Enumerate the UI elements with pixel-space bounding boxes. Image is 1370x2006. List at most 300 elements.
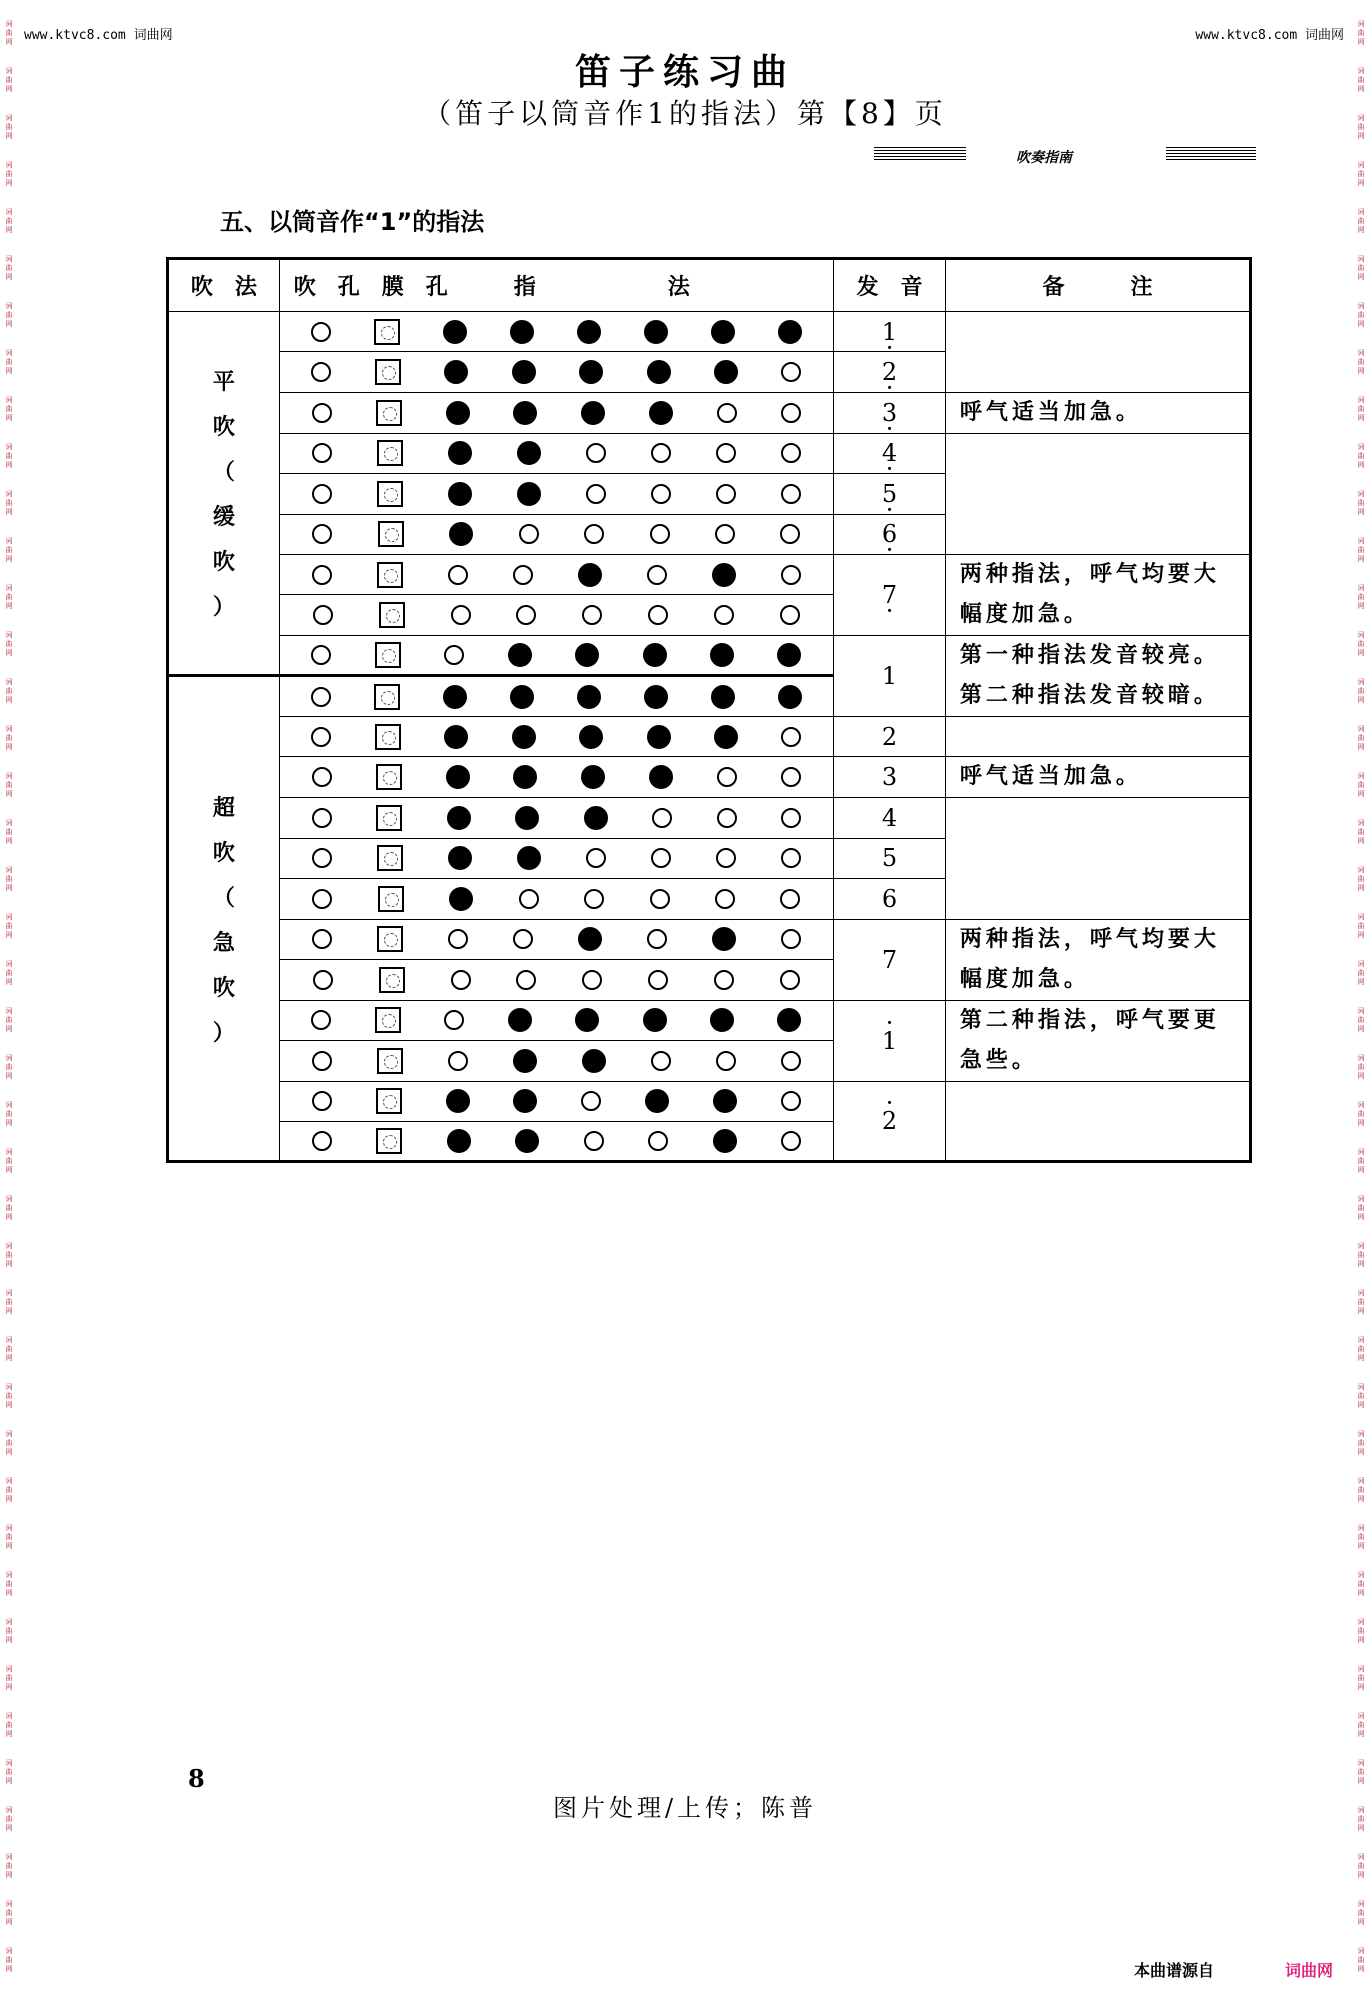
side-watermark-text: 词 曲 网 <box>1357 537 1365 563</box>
side-watermark-text: 词 曲 网 <box>5 255 13 281</box>
open-hole-icon <box>448 929 468 949</box>
closed-hole-icon <box>508 643 532 667</box>
membrane-hole-icon <box>375 359 401 385</box>
pitch-cell <box>834 838 946 878</box>
closed-hole-icon <box>447 1129 471 1153</box>
open-hole-icon <box>448 1051 468 1071</box>
pitch-number: 7 <box>881 945 898 974</box>
open-hole-icon <box>780 970 800 990</box>
side-watermark-text: 词 曲 网 <box>1357 20 1365 46</box>
blow-hole-icon <box>312 484 332 504</box>
open-hole-icon <box>717 808 737 828</box>
open-hole-icon <box>648 1131 668 1151</box>
pitch-number: 2 <box>881 722 898 751</box>
open-hole-icon <box>781 808 801 828</box>
closed-hole-icon <box>449 887 473 911</box>
side-watermark-text: 词 曲 网 <box>1357 1665 1365 1691</box>
closed-hole-icon <box>448 441 472 465</box>
open-hole-icon <box>714 970 734 990</box>
table-row <box>168 798 1251 838</box>
fingering-cell <box>279 676 834 717</box>
closed-hole-icon <box>578 927 602 951</box>
side-watermark-text: 词 曲 网 <box>1357 1289 1365 1315</box>
side-watermark-text: 词 曲 网 <box>5 20 13 46</box>
closed-hole-icon <box>446 765 470 789</box>
side-watermark-text: 词 曲 网 <box>5 396 13 422</box>
pitch-number: 5 <box>881 844 898 873</box>
side-watermark-text: 词 曲 网 <box>1357 1806 1365 1832</box>
closed-hole-icon <box>778 685 802 709</box>
open-hole-icon <box>652 808 672 828</box>
open-hole-icon <box>781 727 801 747</box>
method-char: （ <box>212 460 235 486</box>
side-watermark-text: 词 曲 网 <box>1357 1336 1365 1362</box>
side-watermark-text: 词 曲 网 <box>5 1195 13 1221</box>
side-watermark-text: 词 曲 网 <box>1357 1477 1365 1503</box>
fingering-cell <box>279 1081 834 1121</box>
open-hole-icon <box>519 889 539 909</box>
closed-hole-icon <box>575 643 599 667</box>
method-char: 吹 <box>212 550 235 576</box>
side-watermark-text: 词 曲 网 <box>5 161 13 187</box>
closed-hole-icon <box>510 685 534 709</box>
note-cell <box>945 433 1250 554</box>
closed-hole-icon <box>447 806 471 830</box>
table-row <box>168 312 1251 352</box>
side-watermark-text: 词 曲 网 <box>5 114 13 140</box>
closed-hole-icon <box>449 522 473 546</box>
closed-hole-icon <box>515 1129 539 1153</box>
note-text: 第二种指法，呼气要更 <box>959 1007 1220 1033</box>
pitch-cell <box>834 312 946 352</box>
blow-hole-icon <box>312 1131 332 1151</box>
open-hole-icon <box>651 1051 671 1071</box>
pitch-number: · 2 <box>882 1107 897 1135</box>
method-char: 超 <box>212 795 235 821</box>
method-char: ） <box>212 595 235 621</box>
membrane-hole-icon <box>377 481 403 507</box>
side-watermark-text: 词 曲 网 <box>5 1007 13 1033</box>
closed-hole-icon <box>579 360 603 384</box>
note-text: 急些。 <box>959 1047 1038 1073</box>
pitch-number: 3 <box>881 763 898 792</box>
pitch-number: 3 · <box>882 399 897 427</box>
open-hole-icon <box>714 605 734 625</box>
fingering-cell <box>279 474 834 514</box>
pitch-cell <box>834 757 946 798</box>
closed-hole-icon <box>517 441 541 465</box>
open-hole-icon <box>651 484 671 504</box>
method-char: ） <box>212 1020 235 1046</box>
membrane-hole-icon <box>375 724 401 750</box>
open-hole-icon <box>650 524 670 544</box>
fingering-cell <box>279 635 834 675</box>
pitch-number: 6 · <box>882 520 897 548</box>
membrane-hole-icon <box>376 764 402 790</box>
closed-hole-icon <box>508 1008 532 1032</box>
side-watermark-text: 词 曲 网 <box>1357 208 1365 234</box>
side-watermark-text: 词 曲 网 <box>1357 1853 1365 1879</box>
closed-hole-icon <box>713 1129 737 1153</box>
pitch-number: 1 · <box>882 318 897 346</box>
membrane-hole-icon <box>377 1048 403 1074</box>
closed-hole-icon <box>444 360 468 384</box>
open-hole-icon <box>647 929 667 949</box>
open-hole-icon <box>781 1051 801 1071</box>
pitch-number: 6 <box>881 884 898 913</box>
note-text: 幅度加急。 <box>959 966 1090 992</box>
open-hole-icon <box>584 1131 604 1151</box>
pitch-cell <box>834 474 946 514</box>
note-cell <box>945 1081 1250 1162</box>
side-watermark-text: 词 曲 网 <box>1357 1571 1365 1597</box>
open-hole-icon <box>780 605 800 625</box>
membrane-hole-icon <box>379 602 405 628</box>
method-char: （ <box>212 885 235 911</box>
blow-hole-icon <box>311 727 331 747</box>
side-watermark-text: 词 曲 网 <box>1357 960 1365 986</box>
open-hole-icon <box>444 645 464 665</box>
membrane-hole-icon <box>377 440 403 466</box>
note-text: 第二种指法发音较暗。 <box>959 682 1220 708</box>
open-hole-icon <box>513 929 533 949</box>
side-watermark-text: 词 曲 网 <box>5 1242 13 1268</box>
fingering-cell <box>279 595 834 636</box>
book-section-label: 吹奏指南 <box>1016 150 1072 166</box>
closed-hole-icon <box>581 765 605 789</box>
fingering-cell <box>279 514 834 554</box>
side-watermark-text: 词 曲 网 <box>1357 1383 1365 1409</box>
blow-hole-icon <box>311 1010 331 1030</box>
open-hole-icon <box>650 889 670 909</box>
pitch-number: 7 · <box>882 581 897 609</box>
note-text: 两种指法，呼气均要大 <box>959 561 1220 587</box>
side-watermark-text: 词 曲 网 <box>5 1665 13 1691</box>
side-watermark-text: 词 曲 网 <box>5 1900 13 1926</box>
pitch-number: 4 · <box>882 439 897 467</box>
pitch-cell <box>834 433 946 473</box>
blow-hole-icon <box>312 524 332 544</box>
side-watermark-text: 词 曲 网 <box>1357 725 1365 751</box>
blow-hole-icon <box>312 929 332 949</box>
open-hole-icon <box>716 1051 736 1071</box>
table-header-row <box>168 259 1251 312</box>
open-hole-icon <box>516 605 536 625</box>
fingering-cell <box>279 960 834 1001</box>
open-hole-icon <box>648 970 668 990</box>
side-watermark-text: 词 曲 网 <box>5 631 13 657</box>
blow-hole-icon <box>312 403 332 423</box>
open-hole-icon <box>444 1010 464 1030</box>
closed-hole-icon <box>448 482 472 506</box>
side-watermark-text: 词 曲 网 <box>5 349 13 375</box>
blow-hole-icon <box>312 1051 332 1071</box>
note-cell <box>945 554 1250 635</box>
membrane-hole-icon <box>377 926 403 952</box>
side-watermark-text: 词 曲 网 <box>5 1430 13 1456</box>
closed-hole-icon <box>777 643 801 667</box>
source-site: 词曲网 <box>1285 1961 1334 1980</box>
col-method: 吹 法 <box>168 259 280 312</box>
membrane-hole-icon <box>375 1007 401 1033</box>
open-hole-icon <box>582 605 602 625</box>
side-watermark-text: 词 曲 网 <box>5 1712 13 1738</box>
note-cell <box>945 798 1250 919</box>
side-watermark-text: 词 曲 网 <box>1357 819 1365 845</box>
closed-hole-icon <box>513 1049 537 1073</box>
side-watermark-text: 词 曲 网 <box>1357 443 1365 469</box>
note-text: 呼气适当加急。 <box>959 764 1142 790</box>
pitch-cell <box>834 1000 946 1081</box>
open-hole-icon <box>513 565 533 585</box>
open-hole-icon <box>716 848 736 868</box>
method-char: 吹 <box>212 415 235 441</box>
fingering-cell <box>279 1121 834 1161</box>
fingering-cell <box>279 838 834 878</box>
blow-hole-icon <box>312 1091 332 1111</box>
table-row <box>168 433 1251 473</box>
open-hole-icon <box>716 484 736 504</box>
side-watermark-text: 词 曲 网 <box>5 490 13 516</box>
membrane-hole-icon <box>377 562 403 588</box>
blow-hole-icon <box>311 645 331 665</box>
fingering-cell <box>279 879 834 919</box>
pitch-cell <box>834 919 946 1000</box>
side-watermark-text: 词 曲 网 <box>5 584 13 610</box>
open-hole-icon <box>716 443 736 463</box>
open-hole-icon <box>781 565 801 585</box>
watermark-left: www.ktvc8.com 词曲网 <box>24 28 173 43</box>
note-cell <box>945 1000 1250 1081</box>
note-cell <box>945 716 1250 756</box>
side-watermark-text: 词 曲 网 <box>1357 1524 1365 1550</box>
membrane-hole-icon <box>376 1128 402 1154</box>
closed-hole-icon <box>712 927 736 951</box>
side-watermark-text: 词 曲 网 <box>1357 772 1365 798</box>
membrane-hole-icon <box>379 967 405 993</box>
side-watermark-text: 词 曲 网 <box>5 1477 13 1503</box>
closed-hole-icon <box>446 401 470 425</box>
fingering-cell <box>279 312 834 352</box>
blow-hole-icon <box>313 605 333 625</box>
note-text: 呼气适当加急。 <box>959 399 1142 425</box>
membrane-hole-icon <box>374 319 400 345</box>
membrane-hole-icon <box>376 805 402 831</box>
table-row <box>168 392 1251 433</box>
fingering-cell <box>279 352 834 392</box>
blow-hole-icon <box>312 889 332 909</box>
closed-hole-icon <box>517 482 541 506</box>
closed-hole-icon <box>575 1008 599 1032</box>
membrane-hole-icon <box>376 400 402 426</box>
method-char: 缓 <box>212 505 235 531</box>
closed-hole-icon <box>579 725 603 749</box>
membrane-hole-icon <box>376 1088 402 1114</box>
side-watermark-text: 词 曲 网 <box>1357 349 1365 375</box>
open-hole-icon <box>781 443 801 463</box>
side-watermark-text: 词 曲 网 <box>5 1101 13 1127</box>
side-watermark-text: 词 曲 网 <box>5 1054 13 1080</box>
blow-hole-icon <box>312 848 332 868</box>
closed-hole-icon <box>513 1089 537 1113</box>
blow-hole-icon <box>312 565 332 585</box>
closed-hole-icon <box>645 1089 669 1113</box>
method-char: 平 <box>212 370 235 396</box>
side-watermark-text: 词 曲 网 <box>1357 1148 1365 1174</box>
closed-hole-icon <box>577 685 601 709</box>
side-watermark-text: 词 曲 网 <box>5 1806 13 1832</box>
blow-hole-icon <box>312 767 332 787</box>
note-cell <box>945 757 1250 798</box>
side-watermark-text: 词 曲 网 <box>1357 1242 1365 1268</box>
closed-hole-icon <box>582 1049 606 1073</box>
open-hole-icon <box>586 484 606 504</box>
side-watermark-text: 词 曲 网 <box>5 443 13 469</box>
fingering-cell <box>279 554 834 595</box>
fingering-cell <box>279 1041 834 1082</box>
open-hole-icon <box>781 767 801 787</box>
side-watermark-text: 词 曲 网 <box>1357 396 1365 422</box>
fingering-cell <box>279 392 834 433</box>
side-watermark-text: 词 曲 网 <box>5 678 13 704</box>
side-watermark-text: 词 曲 网 <box>1357 1007 1365 1033</box>
method-char: 吹 <box>212 975 235 1001</box>
pitch-cell <box>834 798 946 838</box>
open-hole-icon <box>781 848 801 868</box>
side-watermark-text: 词 曲 网 <box>5 302 13 328</box>
note-cell <box>945 919 1250 1000</box>
side-watermark-text: 词 曲 网 <box>5 1336 13 1362</box>
closed-hole-icon <box>578 563 602 587</box>
side-watermark-text: 词 曲 网 <box>5 819 13 845</box>
section-heading: 五、以筒音作“1”的指法 <box>220 208 485 236</box>
closed-hole-icon <box>711 320 735 344</box>
pitch-cell <box>834 716 946 756</box>
closed-hole-icon <box>512 725 536 749</box>
closed-hole-icon <box>711 685 735 709</box>
closed-hole-icon <box>584 806 608 830</box>
side-watermark-text: 词 曲 网 <box>5 537 13 563</box>
blow-hole-icon <box>312 808 332 828</box>
col-pitch: 发 音 <box>834 259 946 312</box>
side-watermark-text: 词 曲 网 <box>5 67 13 93</box>
open-hole-icon <box>584 889 604 909</box>
fingering-cell <box>279 716 834 756</box>
side-watermark-text: 词 曲 网 <box>1357 1430 1365 1456</box>
closed-hole-icon <box>647 360 671 384</box>
side-watermark-text: 词 曲 网 <box>5 1947 13 1973</box>
table-row <box>168 919 1251 960</box>
open-hole-icon <box>448 565 468 585</box>
pitch-number: 4 <box>881 804 898 833</box>
pitch-cell <box>834 1081 946 1162</box>
page-subtitle: （笛子以筒音作1的指法）第【8】页 <box>423 97 947 130</box>
side-watermark-text: 词 曲 网 <box>1357 1712 1365 1738</box>
note-cell <box>945 635 1250 716</box>
open-hole-icon <box>519 524 539 544</box>
membrane-hole-icon <box>377 845 403 871</box>
fingering-cell <box>279 757 834 798</box>
pitch-number: 5 · <box>882 480 897 508</box>
closed-hole-icon <box>647 725 671 749</box>
side-watermark-text: 词 曲 网 <box>5 772 13 798</box>
source-label: 本曲谱源自 <box>1134 1961 1215 1980</box>
side-watermark-text: 词 曲 网 <box>5 1289 13 1315</box>
open-hole-icon <box>715 889 735 909</box>
side-watermark-text: 词 曲 网 <box>1357 1947 1365 1973</box>
membrane-hole-icon <box>378 886 404 912</box>
header-rule-right <box>1166 147 1256 162</box>
open-hole-icon <box>648 605 668 625</box>
header-rule-left <box>874 147 966 162</box>
side-watermark-text: 词 曲 网 <box>5 1571 13 1597</box>
side-watermark-text: 词 曲 网 <box>1357 866 1365 892</box>
closed-hole-icon <box>577 320 601 344</box>
side-watermark-text: 词 曲 网 <box>5 1383 13 1409</box>
blow-hole-icon <box>313 970 333 990</box>
fingering-cell <box>279 433 834 473</box>
open-hole-icon <box>781 484 801 504</box>
method-char: 急 <box>212 930 235 956</box>
note-text: 第一种指法发音较亮。 <box>959 642 1220 668</box>
closed-hole-icon <box>446 1089 470 1113</box>
closed-hole-icon <box>644 685 668 709</box>
open-hole-icon <box>451 970 471 990</box>
side-watermark-text: 词 曲 网 <box>5 1853 13 1879</box>
closed-hole-icon <box>713 1089 737 1113</box>
pitch-cell <box>834 554 946 635</box>
side-watermark-text: 词 曲 网 <box>5 208 13 234</box>
open-hole-icon <box>582 970 602 990</box>
open-hole-icon <box>717 403 737 423</box>
open-hole-icon <box>780 524 800 544</box>
fingering-cell <box>279 798 834 838</box>
open-hole-icon <box>781 362 801 382</box>
membrane-hole-icon <box>378 521 404 547</box>
open-hole-icon <box>717 767 737 787</box>
side-watermark-text: 词 曲 网 <box>1357 631 1365 657</box>
fingering-table <box>166 257 1252 1163</box>
side-watermark-text: 词 曲 网 <box>1357 913 1365 939</box>
page-number: 8 <box>188 1764 205 1793</box>
closed-hole-icon <box>710 643 734 667</box>
table-row <box>168 635 1251 675</box>
side-watermark-text: 词 曲 网 <box>1357 1054 1365 1080</box>
side-watermark-text: 词 曲 网 <box>1357 161 1365 187</box>
table-row <box>168 1000 1251 1041</box>
side-watermark-text: 词 曲 网 <box>1357 1759 1365 1785</box>
side-watermark-text: 词 曲 网 <box>5 725 13 751</box>
closed-hole-icon <box>443 320 467 344</box>
note-cell <box>945 392 1250 433</box>
closed-hole-icon <box>714 360 738 384</box>
pitch-number: 2 · <box>882 358 897 386</box>
open-hole-icon <box>451 605 471 625</box>
open-hole-icon <box>781 1131 801 1151</box>
table-row <box>168 1081 1251 1121</box>
open-hole-icon <box>780 889 800 909</box>
pitch-cell <box>834 352 946 392</box>
side-watermark-text: 词 曲 网 <box>1357 1618 1365 1644</box>
side-watermark-text: 词 曲 网 <box>5 1524 13 1550</box>
open-hole-icon <box>581 1091 601 1111</box>
open-hole-icon <box>586 848 606 868</box>
watermark-right: www.ktvc8.com 词曲网 <box>1195 28 1344 43</box>
note-text: 幅度加急。 <box>959 601 1090 627</box>
side-watermark-text: 词 曲 网 <box>1357 1900 1365 1926</box>
side-watermark-text: 词 曲 网 <box>1357 584 1365 610</box>
open-hole-icon <box>781 1091 801 1111</box>
